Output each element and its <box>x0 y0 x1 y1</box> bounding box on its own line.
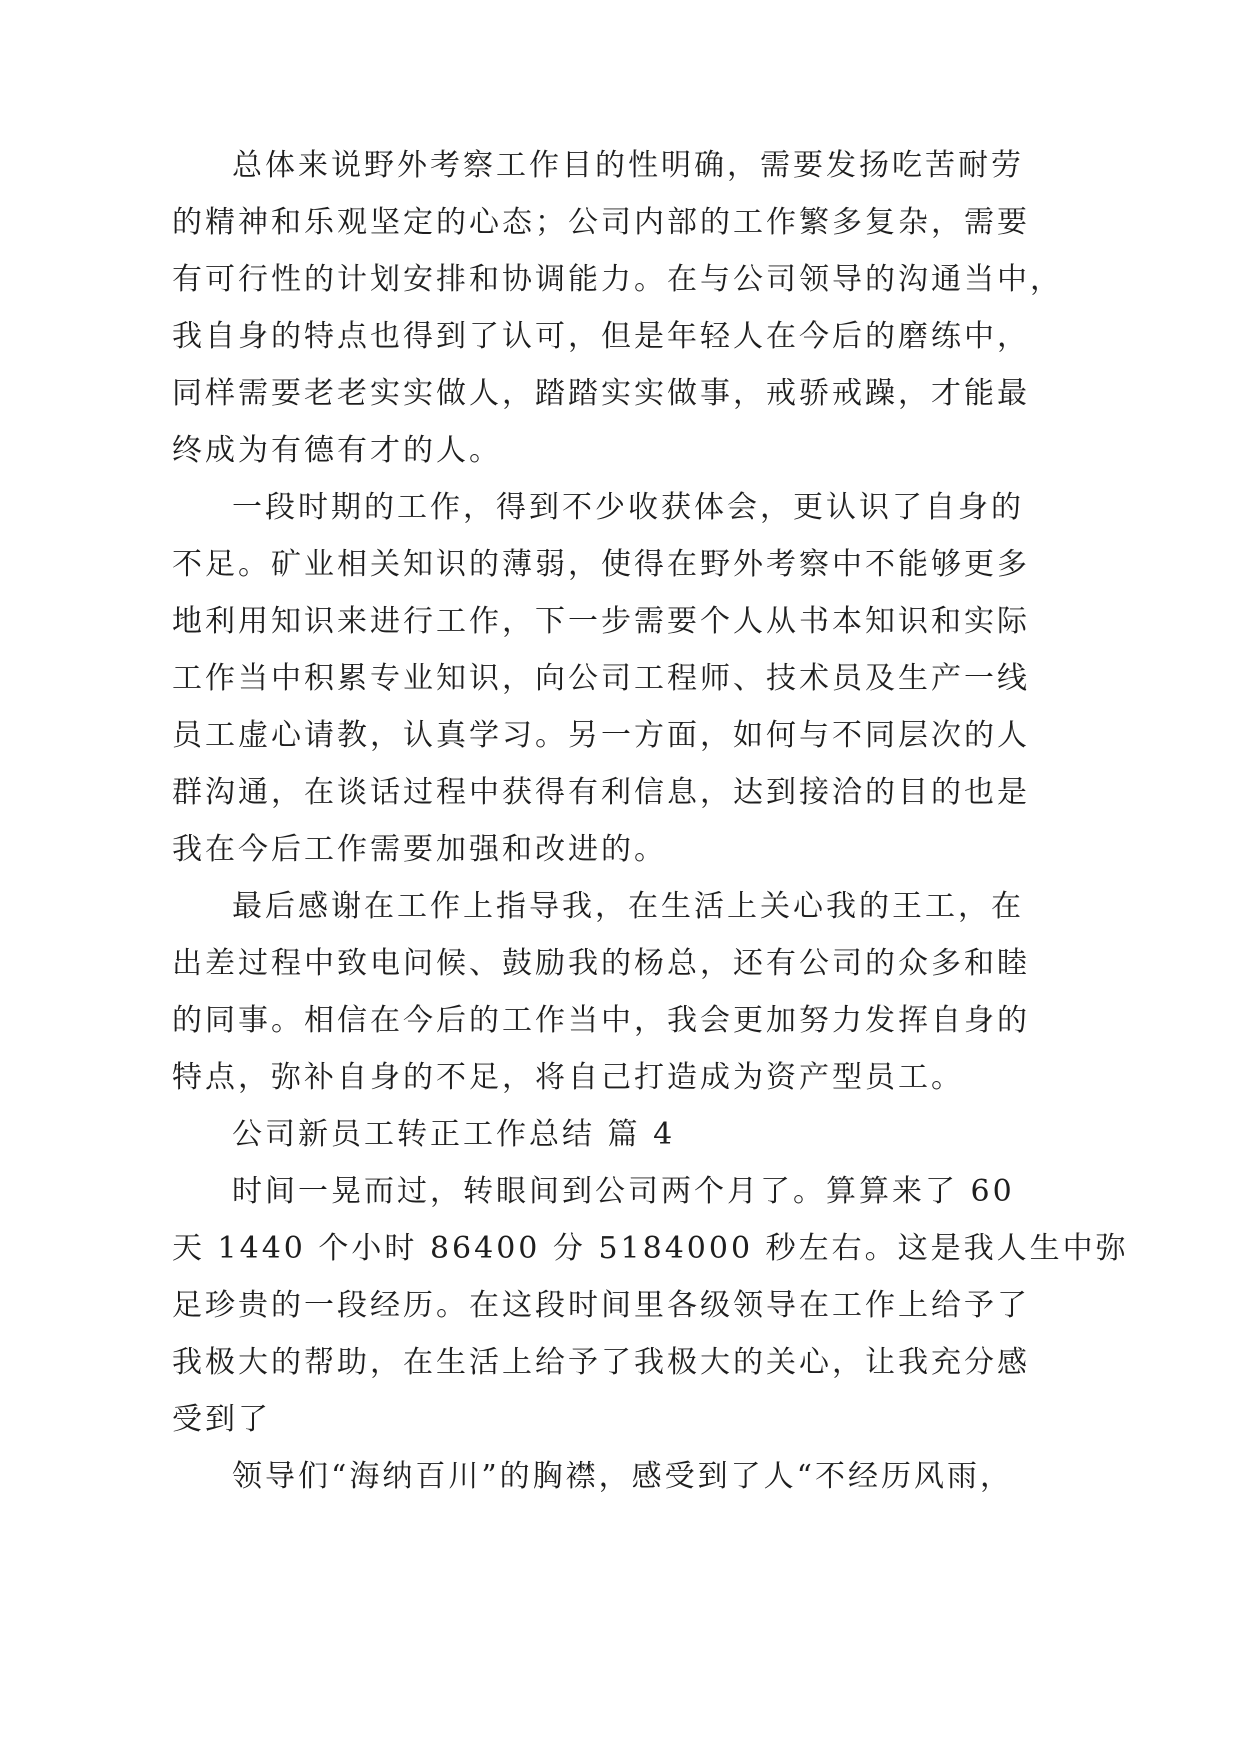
text-line: 我在今后工作需要加强和改进的。 <box>172 832 667 867</box>
text-line: 我自身的特点也得到了认可，但是年轻人在今后的磨练中， <box>172 319 1030 354</box>
text-line: 不足。矿业相关知识的薄弱，使得在野外考察中不能够更多 <box>172 547 1030 582</box>
text-line: 受到了 <box>172 1402 271 1437</box>
text-line: 有可行性的计划安排和协调能力。在与公司领导的沟通当中， <box>172 262 1063 297</box>
text-line: 同样需要老老实实做人，踏踏实实做事，戒骄戒躁，才能最 <box>172 376 1030 411</box>
text-line: 出差过程中致电问候、鼓励我的杨总，还有公司的众多和睦 <box>172 946 1030 981</box>
text-line: 群沟通，在谈话过程中获得有利信息，达到接洽的目的也是 <box>172 775 1030 810</box>
text-line: 我极大的帮助，在生活上给予了我极大的关心，让我充分感 <box>172 1345 1030 1380</box>
text-line: 员工虚心请教，认真学习。另一方面，如何与不同层次的人 <box>172 718 1030 753</box>
text-line: 总体来说野外考察工作目的性明确，需要发扬吃苦耐劳 <box>232 148 1024 183</box>
text-line: 一段时期的工作，得到不少收获体会，更认识了自身的 <box>232 490 1024 525</box>
text-line: 工作当中积累专业知识，向公司工程师、技术员及生产一线 <box>172 661 1030 696</box>
text-line: 特点，弥补自身的不足，将自己打造成为资产型员工。 <box>172 1060 964 1095</box>
text-line: 足珍贵的一段经历。在这段时间里各级领导在工作上给予了 <box>172 1288 1030 1323</box>
text-line: 终成为有德有才的人。 <box>172 433 502 468</box>
text-line: 地利用知识来进行工作，下一步需要个人从书本知识和实际 <box>172 604 1030 639</box>
text-line: 天 1440 个小时 86400 分 5184000 秒左右。这是我人生中弥 <box>172 1231 1129 1266</box>
text-line: 时间一晃而过，转眼间到公司两个月了。算算来了 60 <box>232 1174 1015 1209</box>
text-line: 的同事。相信在今后的工作当中，我会更加努力发挥自身的 <box>172 1003 1030 1038</box>
text-line: 最后感谢在工作上指导我，在生活上关心我的王工，在 <box>232 889 1024 924</box>
text-line: 的精神和乐观坚定的心态；公司内部的工作繁多复杂，需要 <box>172 205 1030 240</box>
text-line: 领导们“海纳百川”的胸襟，感受到了人“不经历风雨， <box>232 1459 1014 1494</box>
section-heading: 公司新员工转正工作总结 篇 4 <box>232 1117 676 1152</box>
